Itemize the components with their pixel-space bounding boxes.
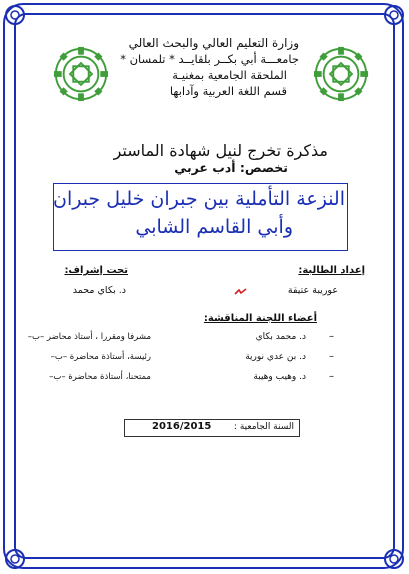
university-line: جامعـــة أبي بكــر بلقايــد * تلمسان * — [120, 52, 299, 66]
row-dash: – — [329, 351, 334, 362]
row-dash: – — [329, 371, 334, 382]
member-name: د. بن عدي نورية — [245, 352, 306, 362]
thesis-title-line1: النزعة التأملية بين جبران خليل جبران — [52, 188, 345, 210]
member-role: مشرفا ومقررا ، أستاذ محاضر –ب– — [27, 332, 151, 342]
row-dash: – — [329, 331, 334, 342]
university-emblem-right-icon — [312, 45, 370, 103]
ministry-line: وزارة التعليم العالي والبحث العالي — [128, 36, 299, 50]
student-name: عوريبة عتيقة — [287, 285, 338, 296]
signature-mark-icon — [234, 288, 248, 296]
university-emblem-left-icon — [52, 45, 110, 103]
annex-line: الملحقة الجامعية بمغنيـة — [172, 68, 287, 82]
academic-year-value: 2016/2015 — [152, 421, 212, 432]
member-role: ممتحنا، أستاذة محاضرة –ب– — [49, 372, 151, 382]
department-line: قسم اللغة العربية وآدابها — [169, 84, 287, 98]
corner-ornament-top-right — [381, 2, 407, 28]
member-name: د. محمد بكاي — [255, 332, 306, 342]
corner-ornament-bottom-right — [381, 546, 407, 572]
corner-ornament-top-left — [2, 2, 28, 28]
thesis-title-line2: وأبي القاسم الشابي — [135, 216, 293, 238]
supervisor-name: د. بكاي محمد — [72, 285, 126, 296]
supervisor-label: تحت إشراف: — [64, 265, 128, 276]
committee-label: أعضاء اللجنة المناقشة: — [203, 313, 317, 324]
specialty-line: تخصص: أدب عربي — [174, 160, 288, 175]
corner-ornament-bottom-left — [2, 546, 28, 572]
member-role: رئيسة، أستاذة محاضرة –ب– — [50, 352, 151, 362]
member-name: د. وهيب وهيبة — [253, 372, 306, 382]
academic-year-label: السنة الجامعية : — [233, 422, 294, 432]
memo-degree-line: مذكرة تخرج لنيل شهادة الماستر — [113, 141, 328, 160]
student-label: إعداد الطالبة: — [298, 265, 365, 276]
